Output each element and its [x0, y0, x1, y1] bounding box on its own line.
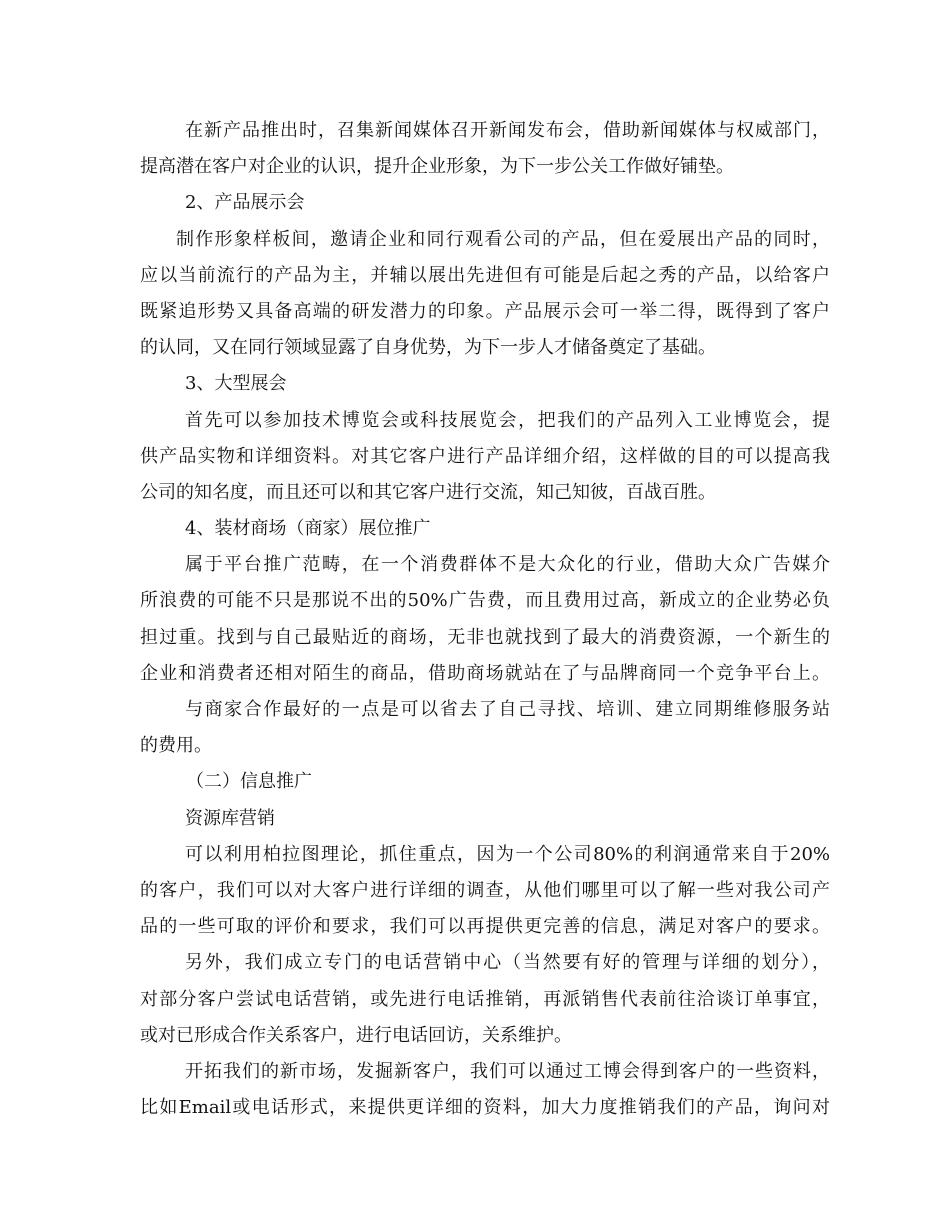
paragraph-line: 开拓我们的新市场，发掘新客户，我们可以通过工博会得到客户的一些资料，: [185, 1060, 830, 1082]
section-heading: （二）信息推广: [186, 771, 312, 793]
section-heading: 资源库营销: [185, 807, 275, 829]
paragraph-line: 企业和消费者还相对陌生的商品，借助商场就站在了与品牌商同一个竞争平台上。: [140, 662, 830, 684]
paragraph-line: 既紧追形势又具备高端的研发潜力的印象。产品展示会可一举二得，既得到了客户: [140, 300, 830, 322]
paragraph-line: 对部分客户尝试电话营销，或先进行电话推销，再派销售代表前往洽谈订单事宜，: [140, 988, 830, 1010]
paragraph-line: 应以当前流行的产品为主，并辅以展出先进但有可能是后起之秀的产品，以给客户: [140, 264, 830, 286]
paragraph-line: 担过重。找到与自己最贴近的商场，无非也就找到了最大的消费资源，一个新生的: [140, 626, 830, 648]
paragraph-line: 比如Email或电话形式，来提供更详细的资料，加大力度推销我们的产品，询问对: [140, 1097, 830, 1119]
paragraph-line: 供产品实物和详细资料。对其它客户进行产品详细介绍，这样做的目的可以提高我: [140, 445, 830, 467]
paragraph-line: 首先可以参加技术博览会或科技展览会，把我们的产品列入工业博览会，提: [185, 409, 830, 431]
paragraph-line: 品的一些可取的评价和要求，我们可以再提供更完善的信息，满足对客户的要求。: [140, 916, 830, 938]
paragraph-line: 在新产品推出时，召集新闻媒体召开新闻发布会，借助新闻媒体与权威部门，: [185, 120, 830, 141]
paragraph-line: 的认同，又在同行领域显露了自身优势，为下一步人才储备奠定了基础。: [140, 337, 716, 359]
paragraph-line: 公司的知名度，而且还可以和其它客户进行交流，知己知彼，百战百胜。: [140, 481, 716, 503]
paragraph-line: 另外，我们成立专门的电话营销中心（当然要有好的管理与详细的划分），: [185, 952, 830, 974]
section-heading: 2、产品展示会: [185, 192, 305, 214]
section-heading: 3、大型展会: [185, 373, 287, 395]
paragraph-line: 提高潜在客户对企业的认识，提升企业形象，为下一步公关工作做好铺垫。: [140, 156, 734, 178]
paragraph-line: 制作形象样板间，邀请企业和同行观看公司的产品，但在爱展出产品的同时，: [176, 228, 830, 250]
paragraph-line: 所浪费的可能不只是那说不出的50%广告费，而且费用过高，新成立的企业势必负: [140, 590, 830, 612]
paragraph-line: 与商家合作最好的一点是可以省去了自己寻找、培训、建立同期维修服务站: [185, 699, 830, 720]
body-text: [140, 113, 830, 1126]
paragraph-line: 的客户，我们可以对大客户进行详细的调查，从他们哪里可以了解一些对我公司产: [140, 879, 830, 901]
section-heading: 4、装材商场（商家）展位推广: [185, 518, 431, 540]
paragraph-line: 的费用。: [140, 735, 212, 757]
paragraph-line: 属于平台推广范畴，在一个消费群体不是大众化的行业，借助大众广告媒介: [185, 554, 830, 576]
paragraph-line: 可以利用柏拉图理论，抓住重点，因为一个公司80%的利润通常来自于20%: [185, 843, 830, 865]
paragraph-line: 或对已形成合作关系客户，进行电话回访，关系维护。: [140, 1024, 572, 1046]
